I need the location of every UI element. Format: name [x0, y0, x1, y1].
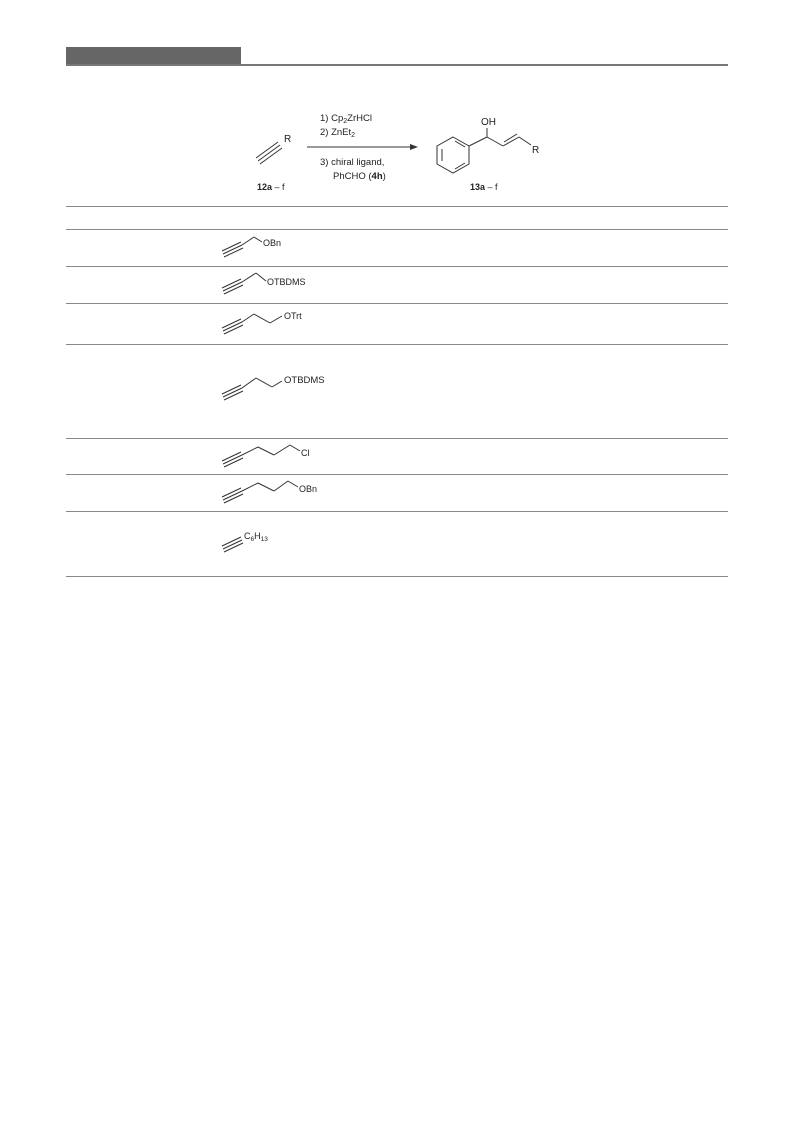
substituent-label: Cl — [301, 448, 310, 458]
table-rule — [66, 344, 728, 345]
product-label: 13a – f — [470, 182, 498, 192]
table-row-structure — [220, 232, 320, 262]
substituent-label: $C_6H_{13}$ — [244, 531, 268, 543]
table-rule — [66, 266, 728, 267]
substituent-label: OTBDMS — [267, 277, 306, 287]
table-rule — [66, 576, 728, 577]
substituent-label: OBn — [299, 484, 318, 494]
substituent-label: OBn — [263, 238, 282, 248]
product-structure — [437, 128, 531, 173]
table-row-structure — [220, 477, 340, 507]
arrow-head — [410, 144, 418, 150]
table-rule — [66, 229, 728, 230]
table-rule — [66, 303, 728, 304]
condition-3: 3) chiral ligand, — [320, 157, 385, 168]
substituent-label: OTrt — [284, 311, 302, 321]
table-row-structure — [220, 525, 320, 555]
table-rule — [66, 206, 728, 207]
condition-4: PhCHO (4h) — [333, 171, 386, 182]
table-row-structure — [220, 441, 330, 471]
table-rule — [66, 511, 728, 512]
product-hydroxyl: OH — [481, 117, 496, 128]
condition-2: 2) ZnEt$_2$ — [320, 127, 356, 139]
substituent-label: OTBDMS — [284, 375, 325, 386]
table-rule — [66, 474, 728, 475]
table-row-structure — [220, 370, 350, 404]
reaction-scheme — [0, 0, 793, 200]
reactant-label: 12a – f — [257, 182, 285, 192]
reactant-alkyne — [256, 142, 282, 164]
condition-1: 1) $Cp_2ZrHCl$ — [320, 113, 372, 125]
table-row-structure — [220, 306, 320, 338]
table-rule — [66, 438, 728, 439]
product-substituent: R — [532, 145, 540, 156]
reactant-substituent: R — [284, 134, 292, 145]
table-row-structure — [220, 269, 340, 299]
